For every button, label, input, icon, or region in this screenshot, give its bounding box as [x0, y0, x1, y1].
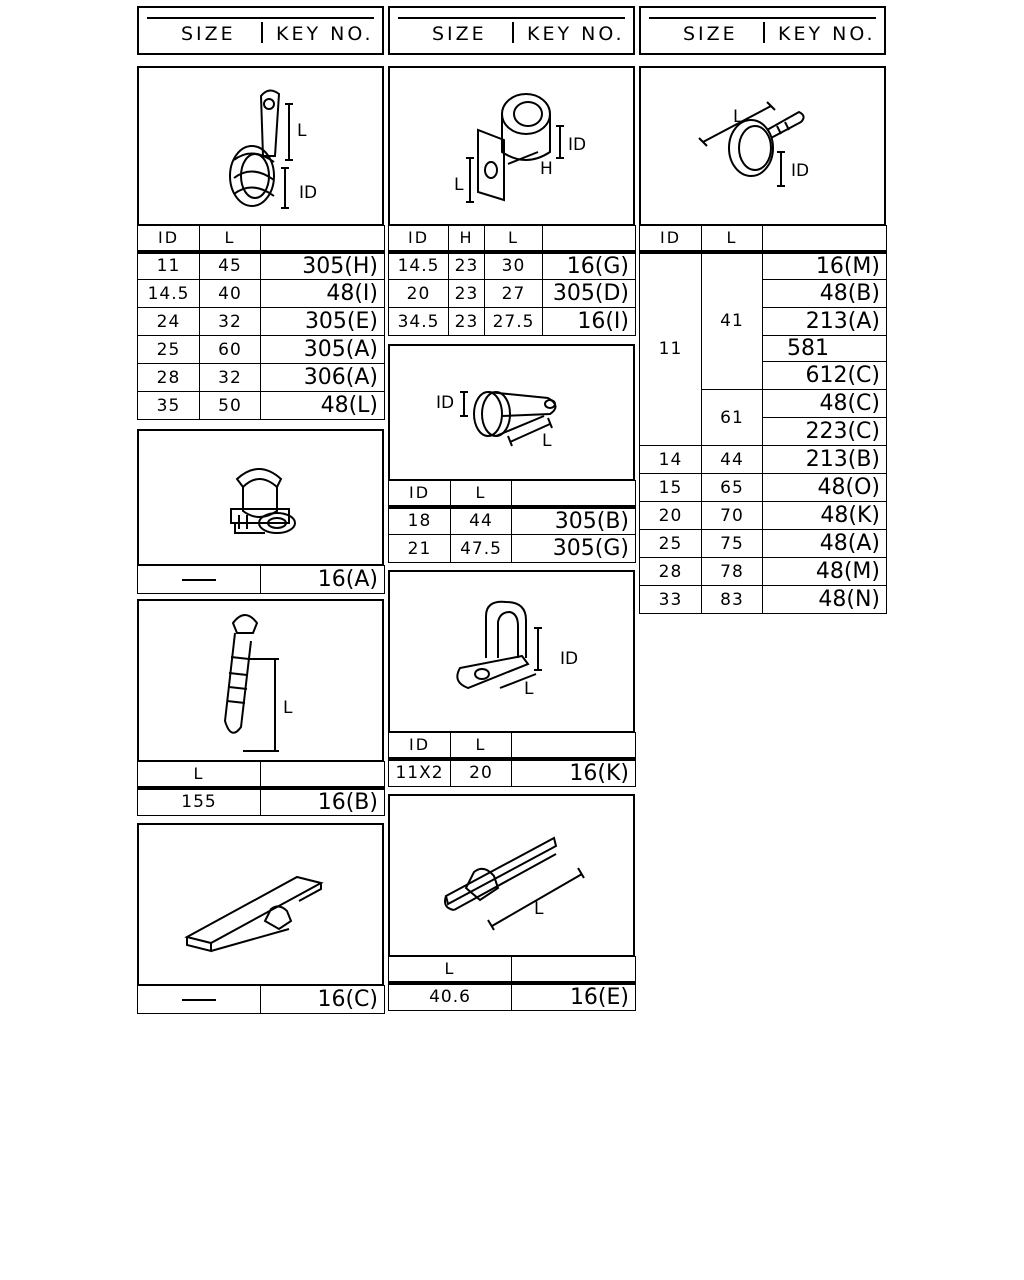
key-column-header — [261, 226, 385, 252]
dash-mark — [182, 579, 216, 581]
table-row — [138, 986, 385, 1014]
table-row — [640, 530, 887, 558]
column-header: L — [200, 226, 261, 252]
table-row — [389, 308, 636, 336]
table-row — [640, 446, 887, 474]
id-cell: 25 — [138, 336, 200, 364]
table-header-row — [138, 762, 385, 788]
dash-mark — [182, 999, 216, 1001]
l-cell: 40 — [200, 280, 261, 308]
size-table-col1-3 — [137, 761, 385, 816]
key-no-cell: 16(E) — [512, 983, 636, 1011]
column-header: ID — [389, 226, 449, 252]
id-cell: 28 — [640, 558, 702, 586]
header-rule — [649, 17, 876, 19]
id-cell: 24 — [138, 308, 200, 336]
key-no-cell: 48(I) — [261, 280, 385, 308]
dim-label: L — [733, 107, 743, 127]
id-cell: 18 — [389, 507, 451, 535]
key-column-header — [763, 226, 887, 252]
tie-strap-illustration — [139, 601, 386, 764]
l-cell: 61 — [702, 390, 763, 446]
table-header-row — [138, 226, 385, 252]
column-header: ID — [389, 481, 451, 507]
key-no-cell: 48(O) — [763, 474, 887, 502]
table-row — [389, 252, 636, 280]
double-clamp-illustration — [390, 68, 637, 228]
key-no-cell: 16(A) — [261, 566, 385, 594]
key-no-cell: 48(N) — [763, 586, 887, 614]
l-cell: 155 — [138, 788, 261, 816]
table-row — [389, 759, 636, 787]
column-header: L — [389, 957, 512, 983]
size-table-col1-4 — [137, 985, 385, 1014]
dim-label: L — [283, 698, 293, 718]
key-column-header — [261, 762, 385, 788]
column-header: H — [449, 226, 485, 252]
table-row — [389, 983, 636, 1011]
id-cell: 11 — [138, 252, 200, 280]
l-cell: 75 — [702, 530, 763, 558]
size-table-col2-3 — [388, 732, 636, 787]
column-header: ID — [389, 733, 451, 759]
l-cell: 44 — [702, 446, 763, 474]
id-cell: 14.5 — [389, 252, 449, 280]
id-cell: 21 — [389, 535, 451, 563]
strap-figure-col1-3 — [137, 599, 384, 762]
id-cell: 34.5 — [389, 308, 449, 336]
column-header: L — [485, 226, 543, 252]
key-no-cell: 16(I) — [543, 308, 636, 336]
dim-label: H — [540, 159, 553, 179]
header-divider — [261, 22, 263, 43]
key-no-cell: 16(M) — [763, 252, 887, 280]
column-header: L — [451, 481, 512, 507]
l-cell: 78 — [702, 558, 763, 586]
l-cell: 27 — [485, 280, 543, 308]
size-table-col2-1 — [388, 225, 636, 336]
key-column-header — [512, 481, 636, 507]
key-no-cell: 213(B) — [763, 446, 887, 474]
key-no-cell: 581 — [763, 336, 887, 362]
id-cell: 15 — [640, 474, 702, 502]
no-size-cell — [138, 986, 261, 1014]
size-table-col2-4 — [388, 956, 636, 1011]
clamp-figure-col2-1 — [388, 66, 635, 226]
id-cell: 11 — [640, 252, 702, 446]
l-cell: 47.5 — [451, 535, 512, 563]
id-cell: 35 — [138, 392, 200, 420]
l-cell: 41 — [702, 252, 763, 390]
table-header-row — [389, 733, 636, 759]
header-divider — [512, 22, 514, 43]
table-row — [640, 252, 887, 280]
column-header: ID — [640, 226, 702, 252]
dim-label: ID — [560, 649, 579, 669]
no-size-cell — [138, 566, 261, 594]
single-leg-clamp-illustration — [139, 68, 386, 228]
size-header-label: SIZE — [181, 23, 236, 45]
key-no-cell: 48(L) — [261, 392, 385, 420]
flat-bracket-illustration — [390, 796, 637, 959]
key-no-cell: 612(C) — [763, 362, 887, 390]
table-row — [138, 566, 385, 594]
id-cell: 20 — [389, 280, 449, 308]
table-row — [138, 308, 385, 336]
table-row — [389, 280, 636, 308]
bracket-figure-col2-4 — [388, 794, 635, 957]
header-col2 — [388, 6, 635, 55]
flat-clip-illustration — [139, 825, 386, 988]
key-no-cell: 48(C) — [763, 390, 887, 418]
id-cell: 11X2 — [389, 759, 451, 787]
clip-figure-col1-2 — [137, 429, 384, 566]
size-table-col3-1 — [639, 225, 887, 614]
dim-label: L — [534, 899, 544, 919]
table-row — [138, 392, 385, 420]
key-column-header — [512, 957, 636, 983]
header-rule — [147, 17, 374, 19]
table-header-row — [389, 957, 636, 983]
key-no-cell: 305(D) — [543, 280, 636, 308]
header-divider — [763, 22, 765, 43]
h-cell: 23 — [449, 280, 485, 308]
column-header: L — [702, 226, 763, 252]
l-cell: 44 — [451, 507, 512, 535]
l-cell: 60 — [200, 336, 261, 364]
key-no-cell: 48(M) — [763, 558, 887, 586]
l-cell: 65 — [702, 474, 763, 502]
clip-figure-col2-2 — [388, 344, 635, 481]
h-cell: 23 — [449, 252, 485, 280]
key-no-cell: 16(K) — [512, 759, 636, 787]
table-row — [640, 502, 887, 530]
table-header-row — [389, 226, 636, 252]
l-cell: 40.6 — [389, 983, 512, 1011]
key-no-cell: 16(C) — [261, 986, 385, 1014]
table-row — [138, 336, 385, 364]
u-clip-illustration — [390, 572, 637, 735]
size-table-col2-2 — [388, 480, 636, 563]
key-column-header — [512, 733, 636, 759]
table-row — [640, 586, 887, 614]
double-clip-illustration — [139, 431, 386, 568]
key-no-cell: 213(A) — [763, 308, 887, 336]
table-row — [138, 788, 385, 816]
clamp-figure-col1-1 — [137, 66, 384, 226]
dim-label: ID — [299, 183, 318, 203]
table-row — [138, 252, 385, 280]
size-table-col1-2 — [137, 565, 385, 594]
size-header-label: SIZE — [683, 23, 738, 45]
size-table-col1-1 — [137, 225, 385, 420]
id-cell: 20 — [640, 502, 702, 530]
table-row — [389, 507, 636, 535]
header-col1 — [137, 6, 384, 55]
table-row — [640, 558, 887, 586]
table-row — [389, 535, 636, 563]
key-no-cell: 48(A) — [763, 530, 887, 558]
column-header: L — [451, 733, 512, 759]
dim-label: L — [524, 679, 534, 699]
table-row — [138, 364, 385, 392]
key-no-cell: 48(B) — [763, 280, 887, 308]
key-no-cell: 305(A) — [261, 336, 385, 364]
l-cell: 20 — [451, 759, 512, 787]
id-cell: 33 — [640, 586, 702, 614]
l-cell: 70 — [702, 502, 763, 530]
key-no-header-label: KEY NO. — [527, 23, 625, 45]
clip-figure-col1-4 — [137, 823, 384, 986]
key-no-cell: 305(E) — [261, 308, 385, 336]
key-no-cell: 16(G) — [543, 252, 636, 280]
key-no-header-label: KEY NO. — [778, 23, 876, 45]
key-no-cell: 305(H) — [261, 252, 385, 280]
id-cell: 28 — [138, 364, 200, 392]
band-clamp-illustration — [641, 68, 888, 228]
l-cell: 83 — [702, 586, 763, 614]
dim-label: ID — [568, 135, 587, 155]
key-no-cell: 305(B) — [512, 507, 636, 535]
key-no-cell: 16(B) — [261, 788, 385, 816]
band-figure-col3-1 — [639, 66, 886, 226]
l-cell: 32 — [200, 308, 261, 336]
clip-figure-col2-3 — [388, 570, 635, 733]
l-cell: 27.5 — [485, 308, 543, 336]
id-cell: 14.5 — [138, 280, 200, 308]
column-header: ID — [138, 226, 200, 252]
l-cell: 50 — [200, 392, 261, 420]
dim-label: L — [542, 431, 552, 451]
l-cell: 32 — [200, 364, 261, 392]
key-no-cell: 223(C) — [763, 418, 887, 446]
key-no-cell: 305(G) — [512, 535, 636, 563]
dim-label: ID — [436, 393, 455, 413]
header-col3 — [639, 6, 886, 55]
key-no-header-label: KEY NO. — [276, 23, 374, 45]
l-cell: 30 — [485, 252, 543, 280]
h-cell: 23 — [449, 308, 485, 336]
column-header: L — [138, 762, 261, 788]
p-clip-illustration — [390, 346, 637, 483]
header-rule — [398, 17, 625, 19]
dim-label: L — [454, 175, 464, 195]
id-cell: 14 — [640, 446, 702, 474]
key-column-header — [543, 226, 636, 252]
table-row — [640, 474, 887, 502]
dim-label: ID — [791, 161, 810, 181]
dim-label: L — [297, 121, 307, 141]
table-header-row — [640, 226, 887, 252]
key-no-cell: 306(A) — [261, 364, 385, 392]
l-cell: 45 — [200, 252, 261, 280]
key-no-cell: 48(K) — [763, 502, 887, 530]
table-row — [138, 280, 385, 308]
size-header-label: SIZE — [432, 23, 487, 45]
id-cell: 25 — [640, 530, 702, 558]
table-header-row — [389, 481, 636, 507]
